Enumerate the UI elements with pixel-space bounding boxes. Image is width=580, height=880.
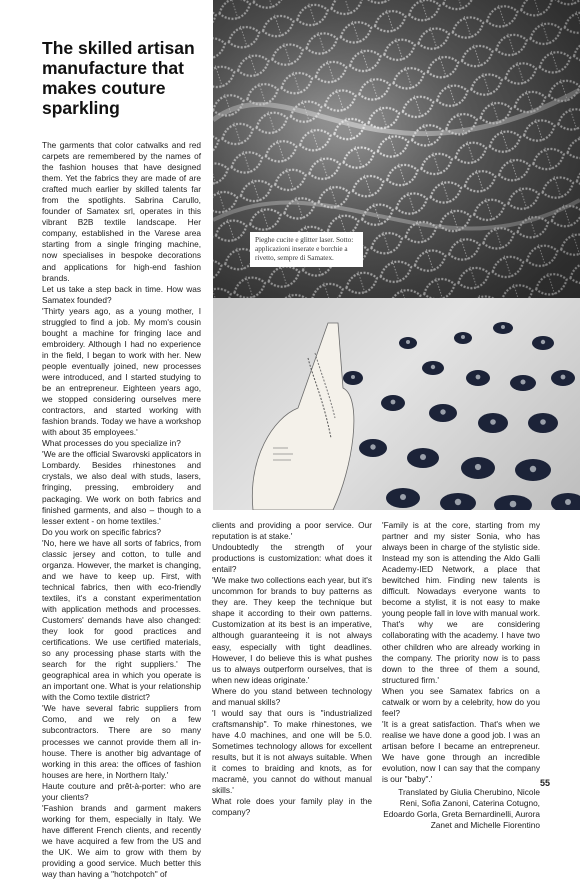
question: Haute couture and prêt-à-porter: who are your clients? — [42, 780, 201, 802]
paragraph: 'We are the official Swarovski applicators in Lombardy. Besides rhinestones and crystals, we also deal with studs, lasers, fringing, pressing, embroidery and packaging. We work on both fabrics and finished garments, and also – though to a lesser extent - on home textiles.' — [42, 449, 201, 526]
photo-caption: Pieghe cucite e glitter laser. Sotto: applicazioni inserate e borchie a rivetto, sempre di Samatex. — [250, 232, 363, 267]
page-number: 55 — [539, 778, 550, 788]
text-column-2 — [212, 520, 372, 818]
question: What role does your family play in the company? — [212, 796, 372, 818]
paragraph: 'I would say that ours is "industrialized craftsmanship". To make rhinestones, we have 4.0 machines, and one will be 5.0. Sometimes technology allows for excellent results, but it is not always suitable. When it comes to braiding and knots, as for macramè, you cannot do without manual skills.' — [212, 707, 372, 796]
paragraph: 'No, here we have all sorts of fabrics, from classic jersey and cotton, to tulle and organza. However, the market is changing, and we have to keep up. First, with technical fabrics, then with eco-friendly textiles, it's a constant experimentation with application methods and processes. Customers' demands have also changed: they look for good practices and certifications. We use certified materials, so any processing phase starts with the search for the right suppliers.' The geographical area in which you operate is an important one. What is your relationship with the Como textile district? — [42, 537, 201, 703]
fashion-sketch-figure — [252, 323, 354, 510]
paragraph: 'We have several fabric suppliers from Como, and we rely on a few subcontractors. There are so many processes we cannot provide them all in-house. There is another big advantage of working in this area: the offices of fashion houses are here, in Northern Italy.' — [42, 703, 201, 780]
paragraph: The garments that color catwalks and red carpets are remembered by the names of the fashion houses that have designed them. Yet the fabrics they are made of are crafted much earlier by skilled talents far from the spotlights. Sabrina Carullo, founder of Samatex srl, operates in this vibrant B2B textile landscape. Her company, established in the Varese area starting from a single fringing machine, now specialises in bespoke decorations and applications for high-end fashion brands. — [42, 140, 201, 283]
paragraph: 'It is a great satisfaction. That's when we realise we have done a good job. I was an artisan before I became an entrepreneur. We have gone through an incredible evolution, now I can say that the company is our "baby".' — [382, 718, 540, 785]
question: Do you work on specific fabrics? — [42, 526, 161, 537]
paragraph: clients and providing a poor service. Our reputation is at stake.' — [212, 520, 372, 542]
paragraph: 'Thirty years ago, as a young mother, I struggled to find a job. My mom's cousin bought a machine for fringing lace and embroidery. Although I had no experience in the field, I began to work with her. New people eventually joined, new processes were introduced, and I started studying to be an entrepreneur. Eighteen years ago, we stopped considering ourselves mere contractors, and started working with fashion brands. Today we have a workshop with about 35 employees.' — [42, 305, 201, 438]
paragraph: 'Fashion brands and garment makers working for them, especially in Italy. We have different French clients, and recently we have acquired a few from the US and the UK. We aim to grow with them by providing a good service. Much better this way than having a "hotchpotch" of — [42, 802, 201, 880]
question: Undoubtedly the strength of your productions is customization: what does it entail? — [212, 542, 372, 575]
article-title: The skilled artisan manufacture that makes couture sparkling — [42, 38, 195, 118]
question: Let us take a step back in time. How was Samatex founded? — [42, 283, 201, 305]
question: Where do you stand between technology and manual skills? — [212, 685, 372, 707]
question: What processes do you specialize in? — [42, 438, 181, 449]
paragraph: 'Family is at the core, starting from my partner and my sister Sonia, who has always been in charge of the stylistic side. Instead my son is attending the Aldo Galli Academy-IED Network, a place that bewitched him. Finding new talents is difficult. Nowadays everyone wants to become a stylist, it is not easy to make young people fall in love with manual work. That's why we are considering collaborating with the academy. I have two other children who are already working in the company. The priority now is to pass down to the three of them a sound, structured firm.' — [382, 520, 540, 685]
text-column-3 — [382, 520, 540, 831]
studded-fabric-photo — [213, 298, 580, 510]
question: When you see Samatex fabrics on a catwalk or worn by a celebrity, how do you feel? — [382, 685, 540, 718]
text-column-1 — [42, 140, 201, 880]
studs-and-sketch-illustration — [213, 298, 580, 510]
translation-credits: Translated by Giulia Cherubino, Nicole Reni, Sofia Zanoni, Caterina Cotugno, Edoardo Gorla, Greta Bernardinelli, Aurora Zanet and Michelle Fiorentino — [383, 787, 540, 831]
paragraph: 'We make two collections each year, but it's uncommon for brands to buy patterns as they are. They keep the technique but shape it according to their own patterns. Customization at its best is an imperative, although guaranteeing it is not always easy, especially with tight deadlines. However, I do believe this is what pushes us to always outperform ourselves, that is when new ideas originate.' — [212, 575, 372, 685]
